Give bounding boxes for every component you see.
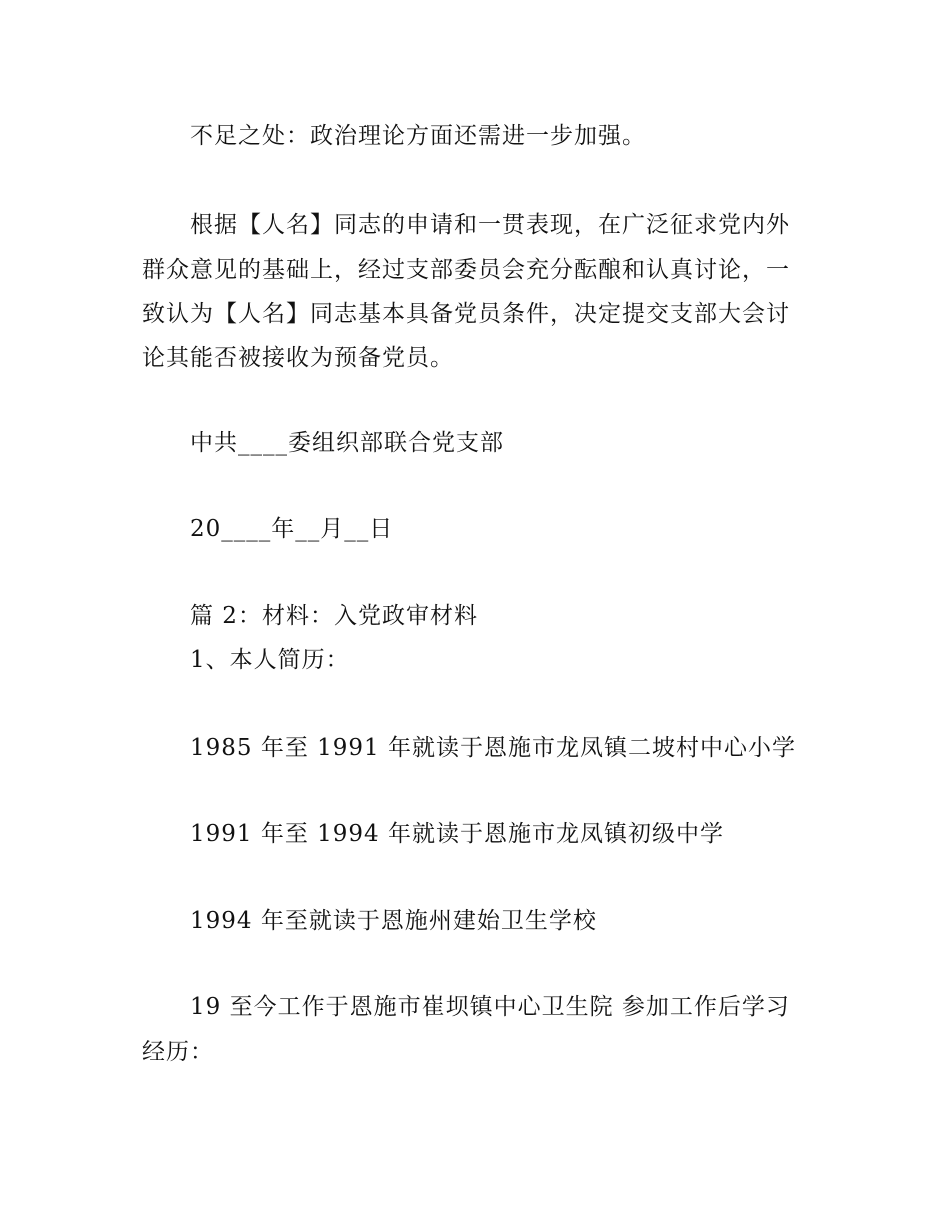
resume-entry-primary-school: 1985 年至 1991 年就读于恩施市龙凤镇二坡村中心小学: [190, 735, 796, 761]
signature-organization: 中共____委组织部联合党支部: [190, 430, 504, 456]
resume-entry-work: 19 至今工作于恩施市崔坝镇中心卫生院 参加工作后学习: [190, 994, 790, 1020]
paragraph-evaluation-line-4: 论其能否被接收为预备党员。: [142, 345, 454, 371]
paragraph-shortcoming: 不足之处：政治理论方面还需进一步加强。: [190, 123, 646, 149]
resume-heading: 1、本人简历：: [190, 647, 350, 673]
resume-entry-health-school: 1994 年至就读于恩施州建始卫生学校: [190, 908, 597, 934]
signature-date: 20____年__月__日: [190, 516, 394, 542]
resume-entry-middle-school: 1991 年至 1994 年就读于恩施市龙凤镇初级中学: [190, 821, 724, 847]
section-heading: 篇 2：材料：入党政审材料: [190, 603, 478, 629]
paragraph-evaluation-line-2: 群众意见的基础上，经过支部委员会充分酝酿和认真讨论，一: [142, 257, 790, 283]
paragraph-evaluation-line-3: 致认为【人名】同志基本具备党员条件，决定提交支部大会讨: [142, 301, 790, 327]
paragraph-evaluation-line-1: 根据【人名】同志的申请和一贯表现，在广泛征求党内外: [190, 212, 790, 238]
resume-entry-work-continuation: 经历：: [142, 1039, 214, 1065]
